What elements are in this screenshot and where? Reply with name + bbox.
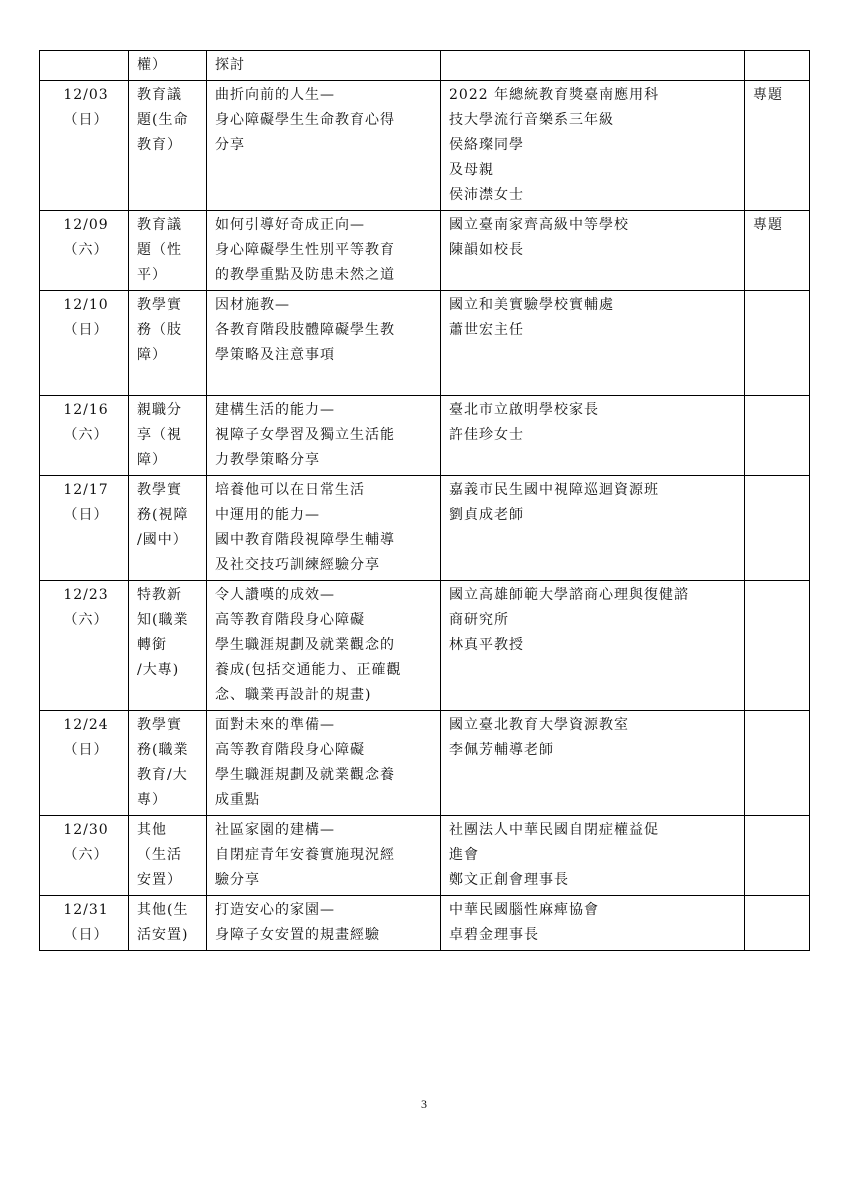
category-line: 親職分 [137, 402, 182, 418]
speaker-cell [441, 291, 745, 396]
topic-line: 曲折向前的人生— [215, 87, 335, 103]
date-cell [40, 291, 129, 396]
category-line: 特教新 [137, 587, 182, 603]
date-cell [40, 711, 129, 816]
topic-line: 身心障礙學生生命教育心得 [215, 112, 395, 128]
date-cell [40, 211, 129, 291]
topic-cell [207, 396, 441, 476]
note-cell [745, 81, 810, 211]
category-line: 知(職業 [137, 612, 189, 628]
date-line: （六） [63, 242, 109, 258]
topic-cell [207, 581, 441, 711]
topic-cell [207, 291, 441, 396]
speaker-line: 國立臺北教育大學資源教室 [449, 717, 629, 733]
category-line: 教學實 [137, 717, 182, 733]
date-cell [40, 396, 129, 476]
category-cell [129, 291, 207, 396]
speaker-cell [441, 51, 745, 81]
speaker-line: 侯絡璨同學 [449, 137, 524, 153]
note-cell [745, 711, 810, 816]
table-row [40, 711, 810, 816]
topic-cell [207, 211, 441, 291]
speaker-cell [441, 211, 745, 291]
speaker-line: 臺北市立啟明學校家長 [449, 402, 599, 418]
date-line: （日） [63, 927, 109, 943]
category-cell [129, 816, 207, 896]
category-line: /國中） [137, 532, 188, 548]
category-cell [129, 396, 207, 476]
topic-line: 養成(包括交通能力、正確觀 [215, 662, 402, 678]
speaker-cell [441, 711, 745, 816]
speaker-line: 社團法人中華民國自閉症權益促 [449, 822, 659, 838]
note-cell [745, 396, 810, 476]
category-line: 轉銜 [137, 637, 167, 653]
topic-line: 高等教育階段身心障礙 [215, 612, 365, 628]
speaker-line: 國立臺南家齊高級中等學校 [449, 217, 629, 233]
category-line: 權） [137, 57, 167, 73]
speaker-line: 嘉義市民生國中視障巡迴資源班 [449, 482, 659, 498]
topic-cell [207, 711, 441, 816]
topic-line: 力教學策略分享 [215, 452, 320, 468]
note-cell [745, 896, 810, 951]
speaker-line: 李佩芳輔導老師 [449, 742, 554, 758]
date-line: 12/23 [63, 587, 109, 603]
category-cell [129, 476, 207, 581]
topic-line: 建構生活的能力— [215, 402, 335, 418]
speaker-cell [441, 896, 745, 951]
topic-line: 打造安心的家園— [215, 902, 335, 918]
topic-line: 令人讚嘆的成效— [215, 587, 335, 603]
topic-line: 探討 [215, 57, 245, 73]
speaker-cell [441, 476, 745, 581]
category-cell [129, 711, 207, 816]
date-cell [40, 476, 129, 581]
category-line: 平） [137, 267, 167, 283]
date-cell [40, 81, 129, 211]
category-line: 其他(生 [137, 902, 189, 918]
speaker-line: 鄭文正創會理事長 [449, 872, 569, 888]
topic-line: 視障子女學習及獨立生活能 [215, 427, 395, 443]
note-line: 專題 [753, 87, 783, 103]
topic-cell [207, 476, 441, 581]
date-line: （日） [63, 742, 109, 758]
speaker-line: 及母親 [449, 162, 494, 178]
category-cell [129, 81, 207, 211]
note-cell [745, 211, 810, 291]
category-cell [129, 211, 207, 291]
category-line: 活安置) [137, 927, 189, 943]
category-line: 教學實 [137, 482, 182, 498]
topic-line: 培養他可以在日常生活 [215, 482, 365, 498]
topic-line: 學生職涯規劃及就業觀念的 [215, 637, 395, 653]
speaker-line: 國立高雄師範大學諮商心理與復健諮 [449, 587, 689, 603]
date-line: （六） [63, 612, 109, 628]
category-line [137, 368, 202, 393]
speaker-line: 許佳珍女士 [449, 427, 524, 443]
topic-cell [207, 816, 441, 896]
category-line: 教育議 [137, 217, 182, 233]
date-cell [40, 51, 129, 81]
topic-line: 身心障礙學生性別平等教育 [215, 242, 395, 258]
category-line: 題(生命 [137, 112, 189, 128]
date-line: 12/10 [63, 297, 109, 313]
topic-line: 自閉症青年安養實施現況經 [215, 847, 395, 863]
category-cell [129, 51, 207, 81]
category-line: 題（性 [137, 242, 182, 258]
category-cell [129, 896, 207, 951]
topic-line: 國中教育階段視障學生輔導 [215, 532, 395, 548]
category-line: 障） [137, 347, 167, 363]
note-cell [745, 291, 810, 396]
category-line: （生活 [137, 847, 182, 863]
note-cell [745, 581, 810, 711]
date-line: （六） [63, 847, 109, 863]
topic-line: 學生職涯規劃及就業觀念養 [215, 767, 395, 783]
category-line: 專） [137, 792, 167, 808]
topic-line: 面對未來的準備— [215, 717, 335, 733]
speaker-line: 技大學流行音樂系三年級 [449, 112, 614, 128]
topic-line: 中運用的能力— [215, 507, 320, 523]
speaker-cell [441, 81, 745, 211]
speaker-line: 商研究所 [449, 612, 509, 628]
table-row [40, 51, 810, 81]
table-row [40, 896, 810, 951]
topic-line: 因材施教— [215, 297, 290, 313]
date-line: （日） [63, 322, 109, 338]
page-number: 3 [421, 1097, 427, 1111]
speaker-line: 劉貞成老師 [449, 507, 524, 523]
table-row [40, 476, 810, 581]
speaker-line: 卓碧金理事長 [449, 927, 539, 943]
topic-line: 驗分享 [215, 872, 260, 888]
date-line: 12/03 [63, 87, 109, 103]
speaker-line: 中華民國腦性麻痺協會 [449, 902, 599, 918]
topic-cell [207, 51, 441, 81]
speaker-cell [441, 581, 745, 711]
speaker-line: 2022 年總統教育獎臺南應用科 [449, 87, 660, 103]
note-cell [745, 816, 810, 896]
topic-line: 成重點 [215, 792, 260, 808]
date-line: （日） [63, 112, 109, 128]
category-line: 務（肢 [137, 322, 182, 338]
date-line: 12/17 [63, 482, 109, 498]
date-line: （日） [63, 507, 109, 523]
speaker-line: 林真平教授 [449, 637, 524, 653]
speaker-line: 侯沛澿女士 [449, 187, 524, 203]
category-line: 教育議 [137, 87, 182, 103]
speaker-line: 進會 [449, 847, 479, 863]
date-line: 12/16 [63, 402, 109, 418]
table-row [40, 816, 810, 896]
category-cell [129, 581, 207, 711]
category-line: 教學實 [137, 297, 182, 313]
category-line: 其他 [137, 822, 167, 838]
topic-cell [207, 896, 441, 951]
topic-line: 分享 [215, 137, 245, 153]
speaker-cell [441, 396, 745, 476]
date-line: 12/24 [63, 717, 109, 733]
category-line: 障） [137, 452, 167, 468]
date-line: 12/30 [63, 822, 109, 838]
topic-line: 念、職業再設計的規畫) [215, 687, 372, 703]
table-row [40, 211, 810, 291]
topic-line: 及社交技巧訓練經驗分享 [215, 557, 380, 573]
date-cell [40, 581, 129, 711]
topic-line: 社區家園的建構— [215, 822, 335, 838]
date-line: 12/09 [63, 217, 109, 233]
topic-cell [207, 81, 441, 211]
speaker-line: 陳韻如校長 [449, 242, 524, 258]
category-line: 務(視障 [137, 507, 189, 523]
note-cell [745, 51, 810, 81]
table-row [40, 396, 810, 476]
category-line: /大專) [137, 662, 180, 678]
date-cell [40, 816, 129, 896]
schedule-body [40, 51, 810, 951]
topic-line: 的教學重點及防患未然之道 [215, 267, 395, 283]
date-line: 12/31 [63, 902, 109, 918]
category-line: 務(職業 [137, 742, 189, 758]
topic-line: 各教育階段肢體障礙學生教 [215, 322, 395, 338]
topic-line: 學策略及注意事項 [215, 347, 335, 363]
category-line: 享（視 [137, 427, 182, 443]
topic-line: 高等教育階段身心障礙 [215, 742, 365, 758]
note-line: 專題 [753, 217, 783, 233]
speaker-cell [441, 816, 745, 896]
note-cell [745, 476, 810, 581]
topic-line: 如何引導好奇成正向— [215, 217, 365, 233]
table-row [40, 81, 810, 211]
category-line: 教育） [137, 137, 182, 153]
category-line: 教育/大 [137, 767, 188, 783]
date-cell [40, 896, 129, 951]
speaker-line: 蕭世宏主任 [449, 322, 524, 338]
table-row [40, 581, 810, 711]
speaker-line: 國立和美實驗學校實輔處 [449, 297, 614, 313]
schedule-table [39, 50, 810, 951]
date-line: （六） [63, 427, 109, 443]
topic-line: 身障子女安置的規畫經驗 [215, 927, 380, 943]
category-line: 安置） [137, 872, 182, 888]
table-row [40, 291, 810, 396]
